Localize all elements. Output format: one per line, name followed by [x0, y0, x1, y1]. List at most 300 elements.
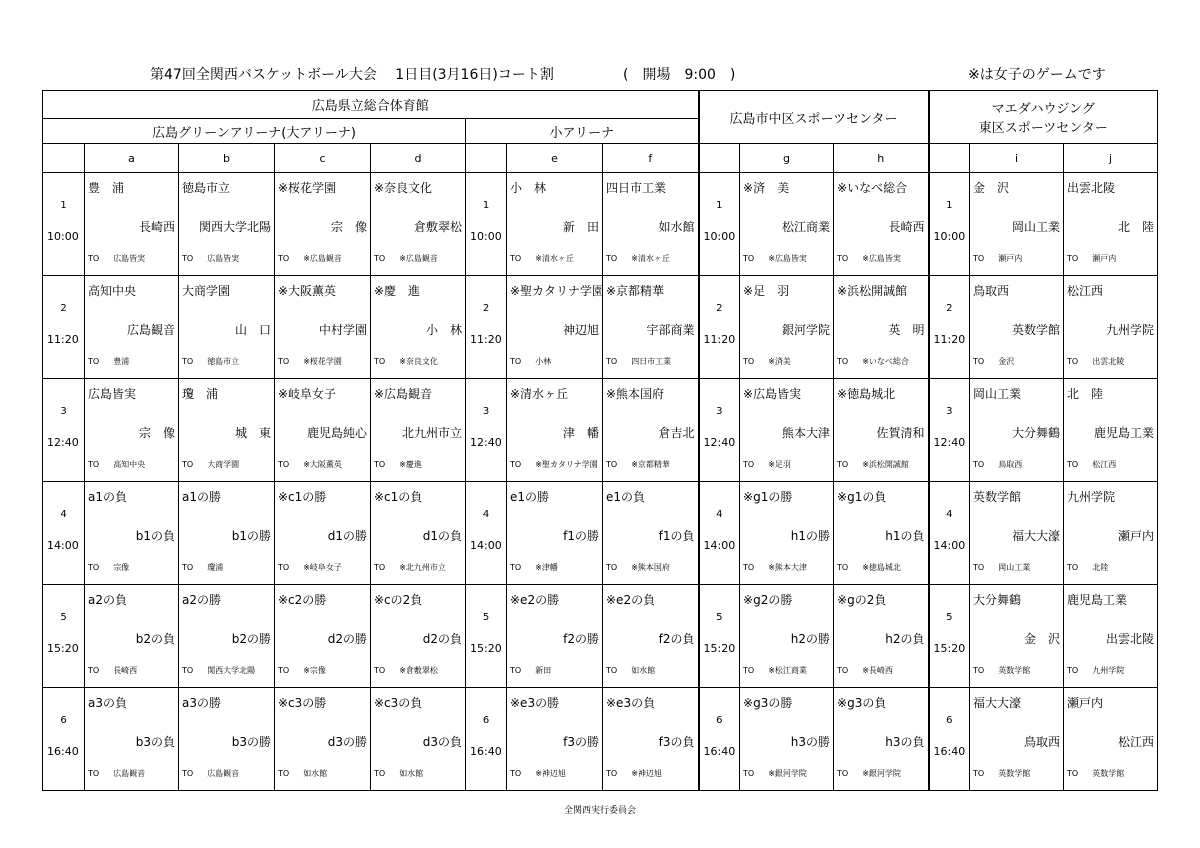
team-2: 鳥取西	[1024, 735, 1061, 749]
game-cell	[85, 482, 179, 585]
team-1: e1の負	[606, 490, 646, 504]
team-1: 岡山工業	[973, 387, 1022, 401]
team-2: 倉敷翠松	[413, 220, 462, 234]
to-label: TO	[88, 563, 100, 572]
table-official	[182, 459, 239, 470]
to-label: TO	[743, 357, 755, 366]
team-2: 小 林	[425, 323, 462, 337]
court-label: h	[834, 144, 929, 173]
game-cell	[1064, 276, 1158, 379]
to-team: ※広島皆実	[862, 254, 901, 263]
to-label: TO	[973, 563, 985, 572]
team-1: ※徳島城北	[837, 387, 896, 401]
to-team: ※慶進	[399, 460, 422, 469]
team-1: ※c3の負	[374, 696, 423, 710]
round-row	[43, 173, 1158, 276]
venue-maeda	[929, 91, 1158, 144]
round-number: 5	[482, 612, 490, 623]
to-team: 如水館	[399, 769, 424, 778]
to-label: TO	[278, 254, 290, 263]
court-label: e	[507, 144, 603, 173]
table-official	[278, 665, 326, 676]
team-2: h3の負	[885, 735, 925, 749]
game-cell	[740, 482, 834, 585]
to-label: TO	[278, 563, 290, 572]
team-2: 岡山工業	[1012, 220, 1061, 234]
round-time: 14:00	[470, 539, 502, 552]
team-1: ※e3の勝	[510, 696, 560, 710]
round-row	[43, 276, 1158, 379]
to-team: 瀬戸内	[1092, 254, 1117, 263]
team-2: 鹿児島純心	[306, 426, 367, 440]
team-1: a3の負	[88, 696, 127, 710]
round-number: 6	[60, 715, 67, 726]
to-team: ※徳島城北	[862, 563, 901, 572]
to-label: TO	[606, 254, 618, 263]
game-cell	[970, 379, 1064, 482]
team-1: ※c1の負	[374, 490, 423, 504]
team-2: 神辺旭	[562, 323, 599, 337]
note-text: ※は女子のゲームです	[968, 67, 1106, 83]
game-cell	[603, 379, 699, 482]
game-cell	[603, 585, 699, 688]
to-label: TO	[606, 563, 618, 572]
game-cell	[85, 379, 179, 482]
round-header-cell	[699, 173, 740, 276]
page-title: 第47回全関西バスケットボール大会 1日目(3月16日)コート割	[150, 67, 554, 83]
team-2: 佐賀清和	[876, 426, 925, 440]
to-label: TO	[837, 460, 849, 469]
table-official	[374, 253, 438, 264]
to-label: TO	[374, 666, 386, 675]
team-2: d2の勝	[327, 632, 367, 646]
table-official	[510, 253, 574, 264]
team-2: f2の負	[658, 632, 695, 646]
table-official	[88, 768, 145, 779]
team-1: ※浜松開誠館	[837, 284, 908, 298]
to-team: 金沢	[998, 357, 1015, 366]
table-official	[743, 562, 807, 573]
table-official	[182, 253, 239, 264]
game-cell	[1064, 482, 1158, 585]
to-team: ※大阪薫英	[303, 460, 342, 469]
game-cell	[275, 585, 371, 688]
table-official	[973, 253, 1022, 264]
game-cell	[834, 276, 929, 379]
round-header-cell	[466, 585, 507, 688]
to-label: TO	[837, 357, 849, 366]
game-cell	[179, 379, 275, 482]
team-2: 城 東	[234, 426, 271, 440]
to-label: TO	[743, 460, 755, 469]
court-label: f	[603, 144, 699, 173]
to-team: 如水館	[303, 769, 328, 778]
team-1: 豊 浦	[88, 181, 125, 195]
team-1: ※c1の勝	[278, 490, 327, 504]
blank-cell	[466, 144, 507, 173]
to-team: ※済美	[768, 357, 791, 366]
game-cell	[507, 688, 603, 791]
round-time: 11:20	[933, 333, 966, 346]
team-2: h1の負	[885, 529, 925, 543]
team-1: ※g3の負	[837, 696, 887, 710]
round-header-cell	[43, 173, 85, 276]
game-cell	[371, 585, 466, 688]
team-2: 長崎西	[888, 220, 925, 234]
to-team: ※桜花学園	[303, 357, 342, 366]
team-2: f3の勝	[563, 735, 599, 749]
to-label: TO	[88, 666, 100, 675]
round-header-cell	[466, 482, 507, 585]
to-team: 新田	[535, 666, 552, 675]
team-1: 出雲北陵	[1067, 181, 1116, 195]
to-label: TO	[1067, 563, 1079, 572]
round-number: 4	[716, 509, 723, 520]
table-official	[743, 768, 807, 779]
team-1: 鹿児島工業	[1067, 593, 1128, 607]
round-number: 1	[946, 200, 953, 211]
table-official	[374, 459, 422, 470]
game-cell	[371, 173, 466, 276]
to-team: 四日市工業	[631, 357, 672, 366]
team-2: 北 陸	[1118, 220, 1155, 234]
game-cell	[275, 688, 371, 791]
round-header-cell	[699, 276, 740, 379]
to-team: 英数学館	[1092, 769, 1125, 778]
team-2: 金 沢	[1024, 632, 1061, 646]
game-cell	[740, 688, 834, 791]
to-team: ※津幡	[535, 563, 558, 572]
to-label: TO	[510, 769, 522, 778]
to-label: TO	[88, 460, 100, 469]
team-1: 広島皆実	[88, 387, 137, 401]
team-1: 四日市工業	[606, 181, 667, 195]
to-label: TO	[1067, 666, 1079, 675]
blank-cell	[929, 144, 970, 173]
round-row	[43, 482, 1158, 585]
round-time: 10:00	[703, 230, 736, 243]
court-label: a	[85, 144, 179, 173]
team-2: b2の負	[135, 632, 175, 646]
to-label: TO	[278, 666, 290, 675]
game-cell	[275, 173, 371, 276]
to-team: ※熊本国府	[631, 563, 670, 572]
team-2: 九州学院	[1106, 323, 1155, 337]
team-1: ※足 羽	[743, 284, 790, 298]
round-header-cell	[43, 276, 85, 379]
round-number: 6	[946, 715, 953, 726]
venue-maeda-line1: マエダハウジング	[991, 102, 1095, 117]
to-team: ※いなべ総合	[862, 357, 909, 366]
table-official	[606, 768, 662, 779]
venue-naka: 広島市中区スポーツセンター	[699, 91, 929, 144]
to-label: TO	[743, 563, 755, 572]
team-1: 鳥取西	[973, 284, 1010, 298]
to-label: TO	[278, 769, 290, 778]
team-1: ※g1の負	[837, 490, 887, 504]
round-time: 11:20	[47, 333, 79, 346]
game-cell	[834, 379, 929, 482]
team-1: ※g1の勝	[743, 490, 793, 504]
court-label: i	[970, 144, 1064, 173]
team-2: 宇部商業	[646, 323, 695, 337]
game-cell	[740, 276, 834, 379]
table-official	[510, 562, 558, 573]
game-cell	[970, 482, 1064, 585]
team-2: 瀬戸内	[1118, 529, 1155, 543]
team-2: 倉吉北	[658, 426, 695, 440]
round-time: 12:40	[47, 436, 79, 449]
table-official	[743, 665, 807, 676]
game-cell	[371, 482, 466, 585]
to-label: TO	[182, 254, 194, 263]
round-time: 15:20	[933, 642, 966, 655]
team-2: 新 田	[562, 220, 599, 234]
table-official	[743, 253, 807, 264]
table-official	[606, 356, 671, 367]
to-team: ※長崎西	[862, 666, 893, 675]
venue-green-arena: 広島グリーンアリーナ(大アリーナ)	[43, 119, 466, 144]
to-team: 広島皆実	[207, 254, 240, 263]
table-official	[973, 665, 1030, 676]
to-label: TO	[374, 357, 386, 366]
to-team: 関西大学北陽	[207, 666, 256, 675]
team-1: ※京都精華	[606, 284, 665, 298]
round-number: 6	[482, 715, 490, 726]
to-label: TO	[973, 769, 985, 778]
to-label: TO	[182, 357, 194, 366]
table-official	[374, 665, 438, 676]
team-1: 松江西	[1067, 284, 1104, 298]
to-label: TO	[1067, 769, 1079, 778]
game-cell	[179, 276, 275, 379]
table-official	[88, 459, 145, 470]
game-cell	[740, 585, 834, 688]
team-2: 福大大濠	[1012, 529, 1061, 543]
to-label: TO	[374, 254, 386, 263]
court-label: c	[275, 144, 371, 173]
team-1: ※清水ヶ丘	[510, 387, 569, 401]
to-team: ※奈良文化	[399, 357, 438, 366]
team-2: 松江西	[1118, 735, 1155, 749]
to-team: 英数学館	[998, 769, 1031, 778]
to-team: ※熊本大津	[768, 563, 807, 572]
to-label: TO	[374, 563, 386, 572]
to-team: 小林	[535, 357, 552, 366]
team-1: 徳島市立	[182, 181, 231, 195]
round-number: 2	[60, 303, 67, 314]
to-team: ※清水ヶ丘	[535, 254, 574, 263]
table-official	[510, 768, 566, 779]
court-label: d	[371, 144, 466, 173]
team-2: 如水館	[658, 220, 695, 234]
table-official	[278, 253, 342, 264]
team-1: a3の勝	[182, 696, 221, 710]
table-official	[973, 562, 1030, 573]
to-team: ※神辺旭	[535, 769, 566, 778]
to-team: ※広島観音	[303, 254, 342, 263]
team-1: ※c3の勝	[278, 696, 327, 710]
team-1: 大商学園	[182, 284, 231, 298]
venue-small-arena: 小アリーナ	[466, 119, 699, 144]
game-cell	[834, 173, 929, 276]
to-label: TO	[837, 666, 849, 675]
to-team: ※倉敷翠松	[399, 666, 438, 675]
team-1: ※e2の勝	[510, 593, 560, 607]
team-2: b1の勝	[231, 529, 271, 543]
team-1: a2の勝	[182, 593, 221, 607]
to-label: TO	[743, 769, 755, 778]
team-2: f1の負	[658, 529, 695, 543]
round-time: 15:20	[47, 642, 79, 655]
table-official	[606, 562, 670, 573]
to-team: 高知中央	[113, 460, 146, 469]
to-team: 広島観音	[113, 769, 146, 778]
round-time: 10:00	[470, 230, 502, 243]
to-team: ※宗像	[303, 666, 326, 675]
table-official	[837, 665, 893, 676]
game-cell	[85, 585, 179, 688]
to-label: TO	[374, 769, 386, 778]
to-label: TO	[606, 460, 618, 469]
to-team: ※浜松開誠館	[862, 460, 909, 469]
round-number: 2	[716, 303, 723, 314]
blank-cell	[699, 144, 740, 173]
team-1: 福大大濠	[973, 696, 1022, 710]
to-team: ※松江商業	[768, 666, 807, 675]
round-time: 16:40	[47, 745, 79, 758]
to-label: TO	[743, 666, 755, 675]
to-team: 宗像	[113, 563, 130, 572]
game-cell	[603, 688, 699, 791]
to-team: 岡山工業	[998, 563, 1031, 572]
to-label: TO	[510, 254, 522, 263]
team-2: d1の負	[422, 529, 462, 543]
game-cell	[834, 482, 929, 585]
team-1: e1の勝	[510, 490, 550, 504]
table-official	[278, 562, 342, 573]
to-label: TO	[973, 460, 985, 469]
team-1: ※いなべ総合	[837, 181, 908, 195]
game-cell	[507, 585, 603, 688]
table-official	[837, 253, 901, 264]
to-team: ※広島皆実	[768, 254, 807, 263]
table-official	[743, 459, 791, 470]
table-official	[1067, 562, 1108, 573]
round-number: 4	[482, 509, 490, 520]
round-time: 16:40	[470, 745, 502, 758]
team-1: 大分舞鶴	[973, 593, 1022, 607]
court-schedule-table	[42, 90, 1158, 791]
round-header-cell	[699, 379, 740, 482]
table-official	[973, 356, 1014, 367]
to-label: TO	[606, 666, 618, 675]
to-team: ※銀河学院	[862, 769, 901, 778]
round-number: 4	[946, 509, 953, 520]
team-1: ※広島観音	[374, 387, 433, 401]
game-cell	[834, 585, 929, 688]
game-cell	[740, 379, 834, 482]
to-label: TO	[182, 460, 194, 469]
round-number: 2	[482, 303, 490, 314]
opening-time: ( 開場 9:00 )	[623, 67, 736, 83]
round-number: 1	[60, 200, 67, 211]
game-cell	[85, 276, 179, 379]
round-number: 3	[60, 406, 67, 417]
round-header-cell	[929, 688, 970, 791]
team-2: h3の勝	[790, 735, 831, 749]
round-time: 14:00	[703, 539, 736, 552]
to-team: 大商学園	[207, 460, 240, 469]
team-2: f1の勝	[563, 529, 599, 543]
table-official	[88, 253, 145, 264]
round-time: 12:40	[933, 436, 966, 449]
team-1: ※gの2負	[837, 593, 887, 607]
table-official	[837, 459, 909, 470]
round-number: 1	[716, 200, 723, 211]
team-2: 宗 像	[138, 426, 175, 440]
venue-maeda-line2: 東区スポーツセンター	[978, 121, 1108, 136]
to-team: 瀬戸内	[998, 254, 1023, 263]
team-1: ※g3の勝	[743, 696, 793, 710]
team-2: h2の負	[885, 632, 925, 646]
to-label: TO	[1067, 460, 1079, 469]
game-cell	[275, 379, 371, 482]
team-2: 熊本大津	[782, 426, 831, 440]
team-2: d3の負	[422, 735, 462, 749]
to-team: 豊浦	[113, 357, 130, 366]
round-time: 14:00	[47, 539, 79, 552]
to-label: TO	[510, 666, 522, 675]
game-cell	[179, 585, 275, 688]
team-2: b1の負	[135, 529, 175, 543]
to-label: TO	[510, 460, 522, 469]
game-cell	[1064, 585, 1158, 688]
game-cell	[275, 482, 371, 585]
game-cell	[970, 173, 1064, 276]
table-official	[510, 459, 598, 470]
round-number: 1	[482, 200, 490, 211]
round-header-cell	[929, 173, 970, 276]
round-number: 2	[946, 303, 953, 314]
round-time: 11:20	[470, 333, 502, 346]
to-team: 広島観音	[207, 769, 240, 778]
team-2: 関西大学北陽	[198, 220, 271, 234]
team-2: 大分舞鶴	[1012, 426, 1061, 440]
to-team: ※足羽	[768, 460, 791, 469]
to-label: TO	[973, 254, 985, 263]
team-2: b3の負	[135, 735, 175, 749]
to-team: 九州学院	[1092, 666, 1125, 675]
table-official	[743, 356, 791, 367]
game-cell	[507, 482, 603, 585]
team-1: 九州学院	[1067, 490, 1116, 504]
team-2: 松江商業	[782, 220, 831, 234]
round-number: 5	[60, 612, 67, 623]
team-2: d2の負	[422, 632, 462, 646]
venue-main: 広島県立総合体育館	[43, 91, 699, 119]
table-official	[837, 562, 901, 573]
to-team: ※北九州市立	[399, 563, 446, 572]
to-team: ※広島観音	[399, 254, 438, 263]
team-1: ※e3の負	[606, 696, 656, 710]
table-official	[510, 356, 551, 367]
table-official	[88, 562, 129, 573]
round-header-cell	[929, 379, 970, 482]
round-header-cell	[43, 379, 85, 482]
round-header-cell	[43, 585, 85, 688]
game-cell	[603, 482, 699, 585]
